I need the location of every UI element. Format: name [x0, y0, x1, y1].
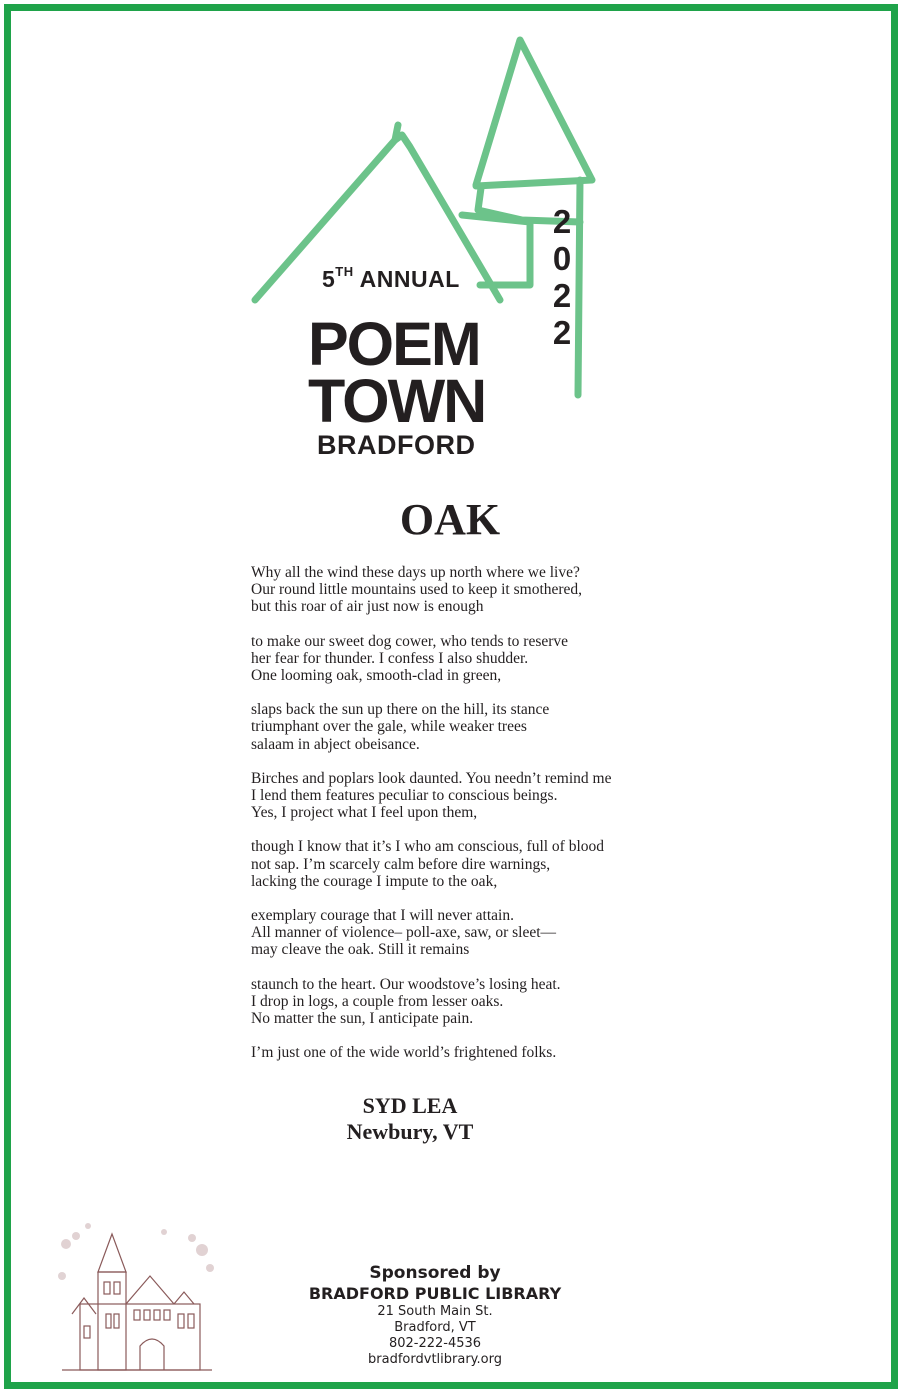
- sponsor-phone: 802-222-4536: [388, 1336, 482, 1351]
- poem-line: triumphant over the gale, while weaker trees: [251, 718, 527, 736]
- logo-word-bradford: BRADFORD: [317, 430, 476, 460]
- poem-line: to make our sweet dog cower, who tends to reserve: [251, 632, 569, 650]
- poem-line: Birches and poplars look daunted. You needn’t remind me: [251, 769, 612, 787]
- poem-line: I lend them features peculiar to conscious beings.: [251, 787, 558, 805]
- poem-line: All manner of violence– poll-axe, saw, or sleet—: [251, 924, 557, 942]
- poem-stanza: [251, 770, 701, 822]
- poem-line: not sap. I’m scarcely calm before dire warnings,: [251, 855, 551, 873]
- poem-stanza: [251, 701, 701, 753]
- poem-line: may cleave the oak. Still it remains: [251, 941, 470, 959]
- poem-stanza: [251, 564, 701, 616]
- poem-line: though I know that it’s I who am conscious, full of blood: [251, 838, 605, 856]
- logo-word-poem: POEM: [308, 310, 480, 378]
- poem-title: OAK: [399, 495, 501, 544]
- author-block: [0, 1093, 820, 1145]
- author-name: SYD LEA: [362, 1093, 458, 1118]
- library-building-sketch: [52, 1214, 220, 1374]
- year-digit: 2: [552, 314, 572, 351]
- sponsor-name: BRADFORD PUBLIC LIBRARY: [308, 1284, 562, 1303]
- year-digit: 2: [552, 203, 572, 240]
- poem-line: staunch to the heart. Our woodstove’s losing heat.: [251, 975, 561, 993]
- poem-line: lacking the courage I impute to the oak,: [251, 872, 498, 890]
- sponsor-street: 21 South Main St.: [377, 1304, 493, 1319]
- poem-line: I drop in logs, a couple from lesser oaks.: [251, 992, 504, 1010]
- poem-line: slaps back the sun up there on the hill, its stance: [251, 701, 550, 719]
- poem-line: but this roar of air just now is enough: [251, 598, 484, 616]
- sponsor-website: bradfordvtlibrary.org: [368, 1352, 502, 1367]
- year-digit: 2: [552, 277, 572, 314]
- poem-body: [251, 564, 701, 1078]
- sponsor-block: [300, 1262, 570, 1368]
- poem-line: her fear for thunder. I confess I also shudder.: [251, 649, 529, 667]
- poem-stanza: [251, 976, 701, 1028]
- poem-stanza: [251, 1044, 701, 1061]
- poem-line: One looming oak, smooth-clad in green,: [251, 667, 502, 685]
- sponsor-label: Sponsored by: [369, 1263, 501, 1283]
- year-digit: 0: [552, 240, 572, 277]
- year-vertical: [548, 203, 576, 351]
- poem-line: salaam in abject obeisance.: [251, 735, 420, 753]
- sponsor-city: Bradford, VT: [394, 1320, 476, 1335]
- poem-stanza: [251, 633, 701, 685]
- poem-line: Why all the wind these days up north where we live?: [251, 564, 580, 581]
- poem-line: Our round little mountains used to keep it smothered,: [251, 581, 583, 599]
- annual-label: 5TH ANNUAL: [322, 264, 460, 292]
- poem-line: No matter the sun, I anticipate pain.: [251, 1010, 474, 1028]
- author-place: Newbury, VT: [346, 1119, 474, 1144]
- poem-stanza: [251, 838, 701, 890]
- poem-line: I’m just one of the wide world’s frightened folks.: [251, 1044, 557, 1062]
- poem-line: Yes, I project what I feel upon them,: [251, 804, 478, 822]
- poem-stanza: [251, 907, 701, 959]
- poem-line: exemplary courage that I will never attain.: [251, 907, 514, 925]
- logo-word-town: TOWN: [308, 367, 486, 435]
